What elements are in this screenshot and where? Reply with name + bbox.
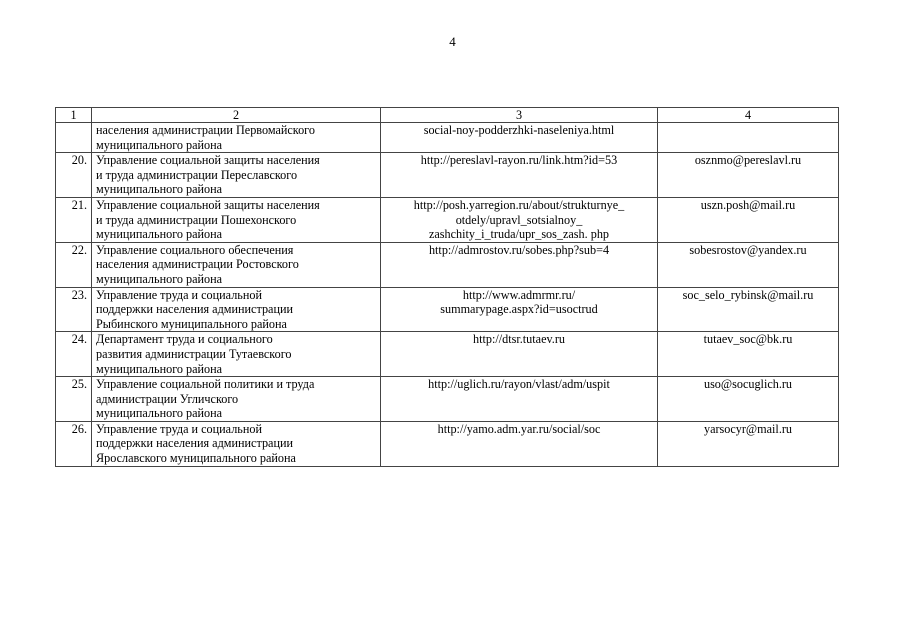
agency-name-line: муниципального района: [96, 182, 223, 197]
email-cell[interactable]: soc_selo_rybinsk@mail.ru: [658, 287, 839, 332]
agency-name-cell: [92, 123, 381, 153]
website-link[interactable]: otdely/upravl_sotsialnoy_: [455, 212, 583, 227]
agency-name-cell: [92, 197, 381, 242]
agency-name-line: поддержки населения администрации: [96, 302, 294, 317]
row-number: 23.: [56, 287, 92, 332]
website-link[interactable]: zashchity_i_truda/upr_sos_zash. php: [428, 227, 610, 242]
agency-name-line: и труда администрации Пошехонского: [96, 212, 297, 227]
website-cell: [381, 421, 658, 466]
agency-name-line: муниципального района: [96, 406, 223, 421]
agency-name-line: Управление труда и социальной: [96, 421, 262, 436]
agency-name-cell: [92, 287, 381, 332]
website-cell: [381, 377, 658, 422]
agency-name-line: администрации Угличского: [96, 391, 239, 406]
row-number: 24.: [56, 332, 92, 377]
email-cell[interactable]: yarsocyr@mail.ru: [658, 421, 839, 466]
agency-name-line: поддержки населения администрации: [96, 436, 294, 451]
table-row: [56, 377, 839, 422]
column-header-3: 3: [381, 108, 658, 123]
row-number: 26.: [56, 421, 92, 466]
table-row: [56, 332, 839, 377]
agency-name-line: муниципального района: [96, 361, 223, 376]
table-row: [56, 421, 839, 466]
table-row: [56, 153, 839, 198]
page-number: 4: [449, 34, 456, 49]
column-header-4: 4: [658, 108, 839, 123]
website-cell: [381, 242, 658, 287]
website-cell: [381, 287, 658, 332]
table-row: [56, 242, 839, 287]
agency-name-line: и труда администрации Переславского: [96, 167, 298, 182]
agency-name-cell: [92, 242, 381, 287]
agency-name-cell: [92, 421, 381, 466]
agency-name-line: Управление социальной защиты населения: [96, 197, 320, 212]
website-link[interactable]: http://www.admrmr.ru/: [462, 287, 576, 302]
website-link[interactable]: summarypage.aspx?id=usoctrud: [440, 302, 598, 317]
row-number: 22.: [56, 242, 92, 287]
website-link[interactable]: http://uglich.ru/rayon/vlast/adm/uspit: [428, 377, 610, 392]
email-cell[interactable]: [658, 123, 839, 153]
agency-name-line: населения администрации Ростовского: [96, 257, 299, 272]
agency-table: [55, 107, 839, 467]
agency-name-line: Департамент труда и социального: [96, 332, 273, 347]
website-link[interactable]: http://posh.yarregion.ru/about/strukturnye_: [413, 197, 625, 212]
website-link[interactable]: http://admrostov.ru/sobes.php?sub=4: [428, 242, 610, 257]
column-header-1: 1: [56, 108, 92, 123]
agency-name-line: муниципального района: [96, 227, 223, 242]
agency-name-cell: [92, 153, 381, 198]
agency-name-line: Управление труда и социальной: [96, 287, 262, 302]
agency-name-line: развития администрации Тутаевского: [96, 346, 292, 361]
agency-name-line: Управление социальной политики и труда: [96, 377, 315, 392]
column-header-2: 2: [92, 108, 381, 123]
email-cell[interactable]: tutaev_soc@bk.ru: [658, 332, 839, 377]
website-cell: [381, 197, 658, 242]
agency-name-line: Управление социальной защиты населения: [96, 153, 320, 168]
website-link[interactable]: http://pereslavl-rayon.ru/link.htm?id=53: [420, 153, 618, 168]
agency-name-line: Управление социального обеспечения: [96, 242, 294, 257]
website-link[interactable]: http://dtsr.tutaev.ru: [473, 332, 565, 347]
agency-name-line: населения администрации Первомайского: [96, 123, 315, 137]
row-number: 25.: [56, 377, 92, 422]
table-row: [56, 123, 839, 153]
row-number: [56, 123, 92, 153]
website-cell: [381, 123, 658, 153]
row-number: 20.: [56, 153, 92, 198]
row-number: 21.: [56, 197, 92, 242]
email-cell[interactable]: uso@socuglich.ru: [658, 377, 839, 422]
website-cell: [381, 153, 658, 198]
table-header-row: [56, 108, 839, 123]
agency-name-cell: [92, 377, 381, 422]
email-cell[interactable]: osznmo@pereslavl.ru: [658, 153, 839, 198]
table-row: [56, 197, 839, 242]
website-link[interactable]: http://yamo.adm.yar.ru/social/soc: [437, 421, 601, 436]
agency-name-cell: [92, 332, 381, 377]
website-link[interactable]: social-noy-podderzhki-naseleniya.html: [423, 123, 615, 137]
email-cell[interactable]: uszn.posh@mail.ru: [658, 197, 839, 242]
agency-name-line: муниципального района: [96, 137, 223, 152]
agency-name-line: Ярославского муниципального района: [96, 451, 296, 466]
agency-name-line: Рыбинского муниципального района: [96, 316, 287, 331]
website-cell: [381, 332, 658, 377]
agency-name-line: муниципального района: [96, 271, 223, 286]
table-row: [56, 287, 839, 332]
email-cell[interactable]: sobesrostov@yandex.ru: [658, 242, 839, 287]
